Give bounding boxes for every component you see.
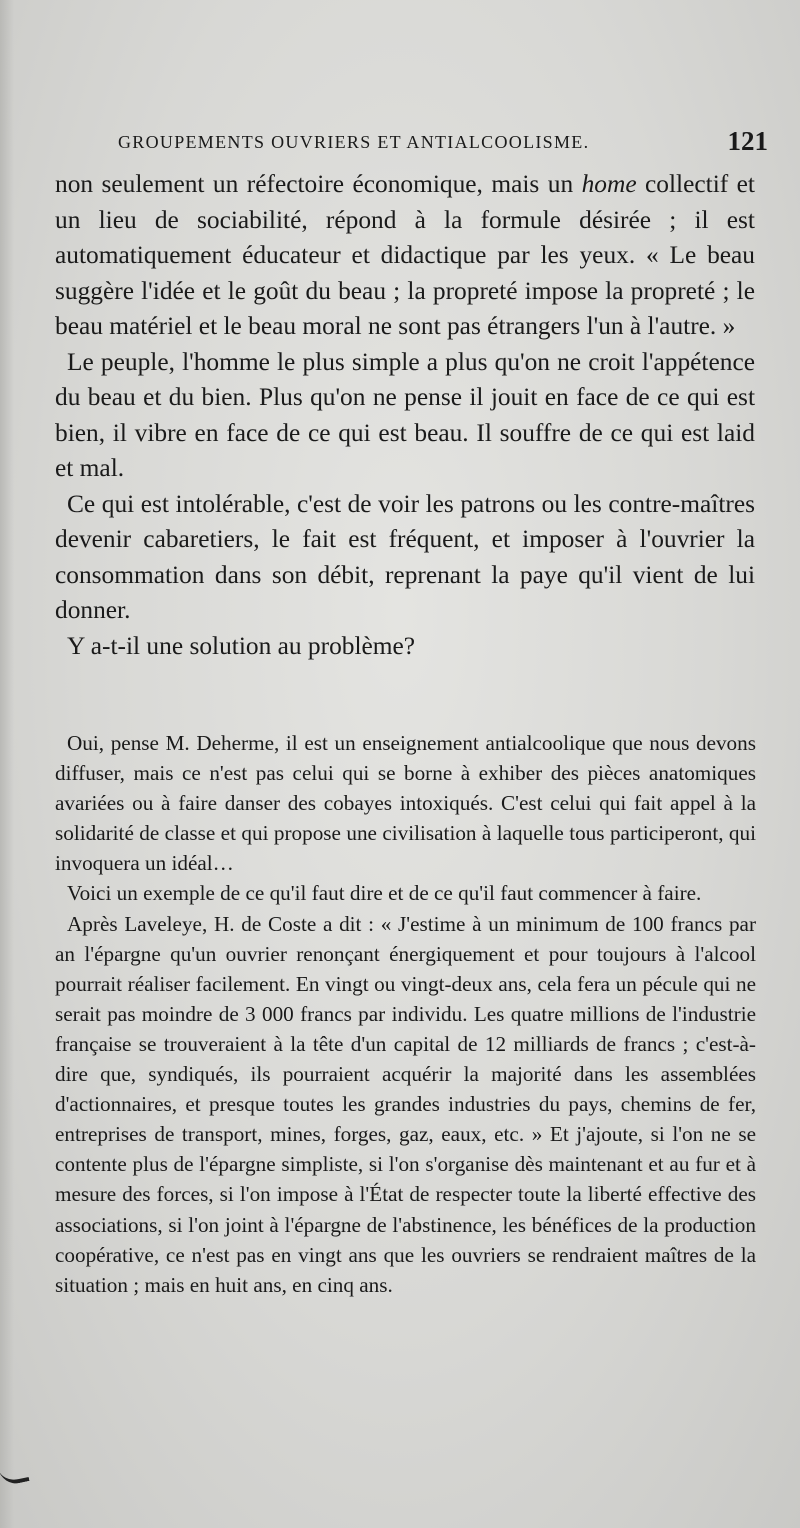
paragraph: Le peuple, l'homme le plus simple a plus qu'on ne croit l'appétence du beau et du bien. Plus qu'on ne pense il jouit en face de ce qui est bien, il vibre en face de ce qui est beau. Il souffre de ce qui est laid et mal. (55, 347, 755, 482)
paragraph: Oui, pense M. Deherme, il est un enseignement antialcoolique que nous devons diffuser, mais ce n'est pas celui qui se borne à exhiber des pièces anatomiques avariées ou à faire danser des cobayes intoxiqués. C'est celui qui fait appel à la solidarité de classe et qui propose une civilisation à laquelle tous participeront, qui invoquera un idéal… (55, 731, 756, 876)
page-number: 121 (727, 126, 768, 156)
binding-shadow (0, 0, 14, 1528)
paragraph: Y a-t-il une solution au problème? (67, 631, 416, 660)
paragraph: non seulement un réfectoire économique, mais un home collectif et un lieu de sociabilité, répond à la formule désirée ; il est automatiquement éducateur et didactique par les yeux. « Le beau suggère l'idée et le goût du beau ; la propreté impose la propreté ; le beau matériel et le beau moral ne sont pas étrangers l'un à l'autre. » (55, 170, 755, 340)
paragraph: Après Laveleye, H. de Coste a dit : « J'estime à un minimum de 100 francs par an l'épargne qu'un ouvrier renonçant énergiquement et pour toujours à l'alcool pourrait réaliser facilement. En vingt ou vingt-deux ans, cela fera un pécule qui ne serait pas moindre de 3 000 francs par individu. Les quatre millions de l'industrie française se trouveraient à la tête d'un capital de 12 milliards de francs ; c'est-à-dire que, syndiqués, ils pourraient acquérir la majorité dans les assemblées d'actionnaires, et presque toutes les grandes industries du pays, chemins de fer, entreprises de transport, mines, forges, gaz, eaux, etc. » Et j'ajoute, si l'on ne se contente plus de l'épargne simpliste, si l'on s'organise dès maintenant et au fur et à mesure des forces, si l'on impose à l'État de respecter toute la liberté effective des associations, si l'on joint à l'épargne de l'abstinence, les bénéfices de la production coopérative, ce n'est pas en vingt ans que les ouvriers se rendraient maîtres de la situation ; mais en huit ans, en cinq ans. (55, 911, 756, 1297)
paragraph: Ce qui est intolérable, c'est de voir les patrons ou les contre-maîtres devenir cabaretiers, le fait est fréquent, et imposer à l'ouvrier la consommation dans son débit, reprenant la paye qu'il vient de lui donner. (55, 489, 755, 624)
quoted-text-block (55, 728, 756, 1300)
paragraph: Voici un exemple de ce qu'il faut dire et de ce qu'il faut commencer à faire. (67, 881, 702, 906)
running-header-title: GROUPEMENTS OUVRIERS ET ANTIALCOOLISME. (118, 132, 590, 152)
main-text-block (55, 167, 755, 664)
emphasis-home: home (581, 170, 637, 198)
running-header (118, 126, 768, 160)
